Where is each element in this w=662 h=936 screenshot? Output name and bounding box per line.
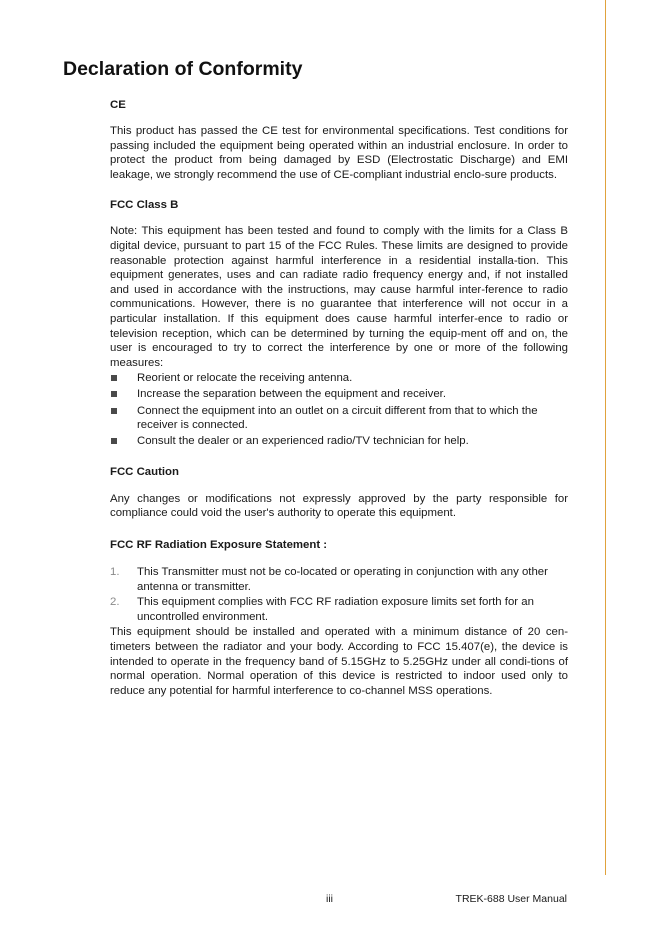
rf-numbered-list — [110, 565, 568, 624]
section-heading-ce: CE — [110, 99, 126, 111]
list-item-text: Connect the equipment into an outlet on a circuit different from that to which the receiver is connected. — [137, 404, 538, 432]
list-item — [110, 387, 568, 402]
list-item-text: Increase the separation between the equipment and receiver. — [137, 388, 447, 401]
fcc-rf-paragraph: This equipment should be installed and operated with a minimum distance of 20 cen-timeters between the radiator and your body. According to FCC 15.407(e), the device is intended to operate in the frequency band of 5.15GHz to 5.25GHz under all condi-tions of normal operation. Normal operation of this device is restricted to indoor used only to reduce any potential for harmful interference to co-channel MSS operations. — [110, 626, 568, 697]
fcc-caution-paragraph: Any changes or modifications not expressly approved by the party responsible for compliance could void the user's authority to operate this equipment. — [110, 492, 568, 520]
margin-rule — [605, 0, 606, 875]
square-bullet-icon — [111, 408, 117, 414]
list-item — [110, 565, 568, 594]
list-item-text: This Transmitter must not be co-located or operating in conjunction with any other antenna or transmitter. — [137, 565, 548, 593]
list-item-text: Consult the dealer or an experienced radio/TV technician for help. — [137, 435, 469, 448]
measures-list — [110, 371, 568, 448]
section-heading-fcc-rf: FCC RF Radiation Exposure Statement : — [110, 538, 328, 551]
ce-paragraph: This product has passed the CE test for environmental specifications. Test conditions for passing included the equipment being operated within an industrial enclosure. In order to protect the product from being damaged by ESD (Electrostatic Discharge) and EMI leakage, we strongly recommend the use of CE-compliant industrial enclo-sure products. — [110, 125, 568, 181]
document-body — [110, 98, 568, 698]
footer-manual-title: TREK-688 User Manual — [455, 893, 567, 905]
list-item — [110, 404, 568, 433]
section-fcc-rf — [110, 538, 568, 698]
section-fcc-caution — [110, 465, 568, 521]
list-item — [110, 434, 568, 449]
square-bullet-icon — [111, 391, 117, 397]
list-item-text: This equipment complies with FCC RF radiation exposure limits set forth for an uncontrolled environment. — [137, 596, 534, 623]
list-item-number: 1. — [110, 565, 120, 578]
fcc-class-b-paragraph: Note: This equipment has been tested and found to comply with the limits for a Class B digital device, pursuant to part 15 of the FCC Rules. These limits are designed to provide reasonable protection against harmful interference in a residential installa-tion. This equipment generates, uses and can radiate radio frequency energy and, if not installed and used in accordance with the instructions, may cause harmful inter-ference to radio communications. However, there is no guarantee that interference will not occur in a particular installation. If this equipment does cause harmful interfer-ence to radio or television reception, which can be determined by turning the equip-ment off and on, the user is encouraged to try to correct the interference by one or more of the following measures: — [110, 225, 568, 369]
list-item — [110, 595, 568, 624]
section-heading-fcc-caution: FCC Caution — [110, 465, 179, 478]
section-heading-fcc-class-b: FCC Class B — [110, 199, 179, 212]
square-bullet-icon — [111, 438, 117, 444]
section-ce — [110, 98, 568, 182]
list-item-number: 2. — [110, 596, 120, 609]
list-item-text: Reorient or relocate the receiving antenna. — [137, 372, 353, 385]
footer-page-number: iii — [326, 893, 333, 905]
page-title: Declaration of Conformity — [63, 58, 303, 80]
list-item — [110, 371, 568, 386]
square-bullet-icon — [111, 375, 117, 381]
section-fcc-class-b — [110, 198, 568, 448]
